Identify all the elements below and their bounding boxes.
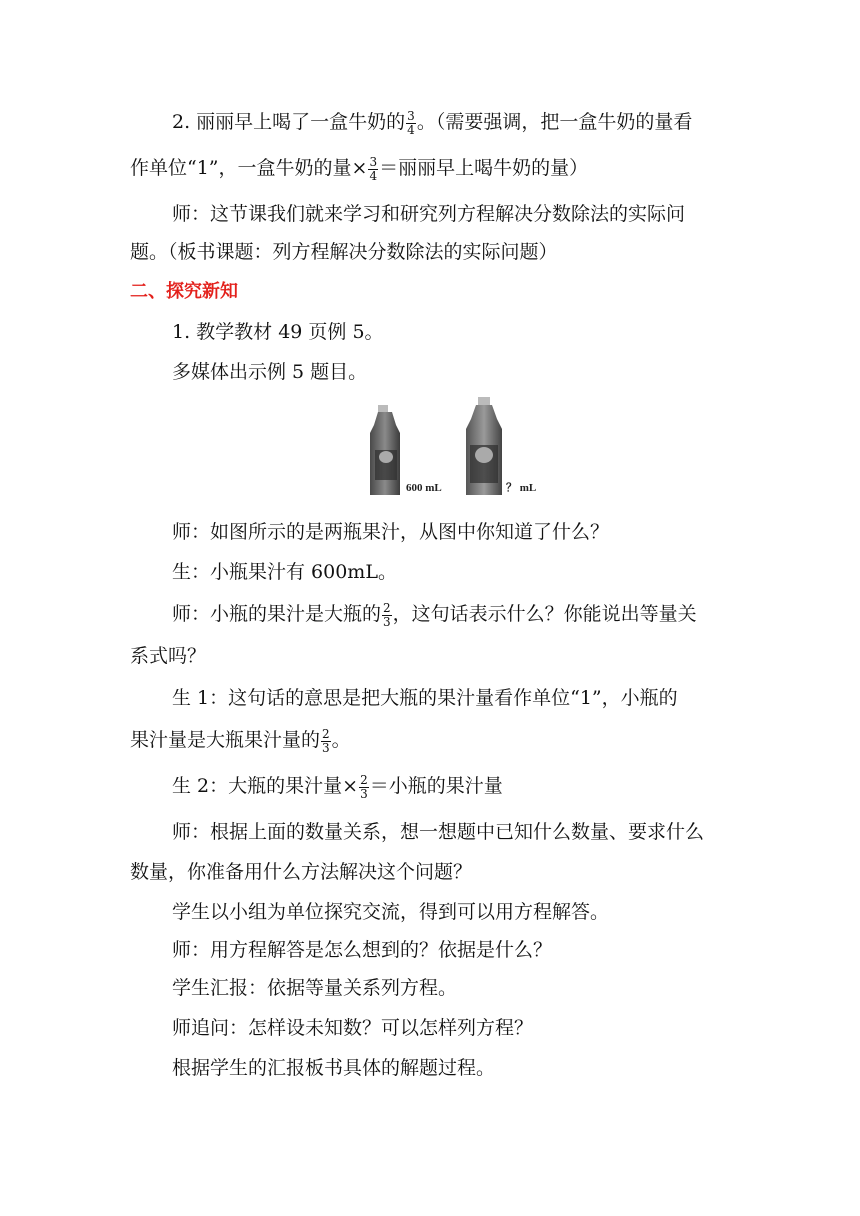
paragraph-item2-line2 <box>130 148 730 188</box>
dialogue-student-4: 学生以小组为单位探究交流，得到可以用方程解答。 <box>172 901 610 923</box>
fraction-denominator: 4 <box>369 168 378 183</box>
dialogue-teacher-2-line1 <box>130 594 730 634</box>
big-bottle-icon <box>466 397 502 495</box>
text: 果汁量是大瓶果汁量的 <box>130 729 321 751</box>
text: ，这句话表示什么？你能说出等量关 <box>392 603 697 625</box>
small-bottle-icon <box>370 405 400 495</box>
dialogue-student-3 <box>130 766 730 806</box>
text: 。 <box>331 729 351 751</box>
fraction-numerator: 2 <box>322 726 330 741</box>
fraction-numerator: 3 <box>407 108 415 123</box>
dialogue-student-5: 学生汇报：依据等量关系列方程。 <box>172 977 458 999</box>
text: 作单位“1”，一盒牛奶的量× <box>130 157 368 179</box>
dialogue-student-1: 生：小瓶果汁有 600mL。 <box>172 561 397 583</box>
text: ＝丽丽早上喝牛奶的量） <box>379 157 589 179</box>
paragraph-teacher1-line1: 师：这节课我们就来学习和研究列方程解决分数除法的实际问 <box>172 203 686 225</box>
text: 2. 丽丽早上喝了一盒牛奶的 <box>172 111 406 133</box>
fraction-numerator: 2 <box>360 772 368 787</box>
dialogue-student-2-line1: 生 1：这句话的意思是把大瓶的果汁量看作单位“1”，小瓶的 <box>172 687 678 709</box>
dialogue-student-2-line2 <box>130 720 730 760</box>
fraction-3-4 <box>368 156 378 183</box>
dialogue-teacher-5: 师追问：怎样设未知数？可以怎样列方程？ <box>172 1017 534 1039</box>
text: 师：小瓶的果汁是大瓶的 <box>172 603 382 625</box>
small-bottle-label: 600 mL <box>406 482 442 494</box>
dialogue-teacher-3-line2: 数量，你准备用什么方法解决这个问题？ <box>130 861 473 883</box>
paragraph-example-line1: 1. 教学教材 49 页例 5。 <box>172 321 384 343</box>
fraction-numerator: 2 <box>383 600 391 615</box>
fraction-2-3 <box>359 774 369 801</box>
fraction-2-3 <box>382 602 392 629</box>
closing-paragraph: 根据学生的汇报板书具体的解题过程。 <box>172 1057 496 1079</box>
paragraph-example-line2: 多媒体出示例 5 题目。 <box>172 361 368 383</box>
fraction-denominator: 3 <box>360 786 368 801</box>
dialogue-teacher-2-line2: 系式吗？ <box>130 645 207 667</box>
dialogue-teacher-4: 师：用方程解答是怎么想到的？依据是什么？ <box>172 939 553 961</box>
juice-bottles-figure <box>368 395 548 500</box>
fraction-denominator: 3 <box>383 614 391 629</box>
dialogue-teacher-3-line1: 师：根据上面的数量关系，想一想题中已知什么数量、要求什么 <box>172 821 705 843</box>
paragraph-teacher1-line2: 题。（板书课题：列方程解决分数除法的实际问题） <box>130 241 558 263</box>
dialogue-teacher-1: 师：如图所示的是两瓶果汁，从图中你知道了什么？ <box>172 521 610 543</box>
fraction-denominator: 3 <box>322 740 330 755</box>
fraction-denominator: 4 <box>407 122 415 137</box>
section-heading: 二、探究新知 <box>130 281 238 302</box>
fraction-2-3 <box>321 728 331 755</box>
fraction-numerator: 3 <box>369 154 378 169</box>
text: 生 2：大瓶的果汁量× <box>172 775 359 797</box>
fraction-3-4 <box>406 110 416 137</box>
text: ＝小瓶的果汁量 <box>369 775 503 797</box>
text: 。（需要强调，把一盒牛奶的量看 <box>416 111 693 133</box>
big-bottle-label: ？ mL <box>506 482 537 494</box>
paragraph-item2-line1 <box>130 102 730 142</box>
